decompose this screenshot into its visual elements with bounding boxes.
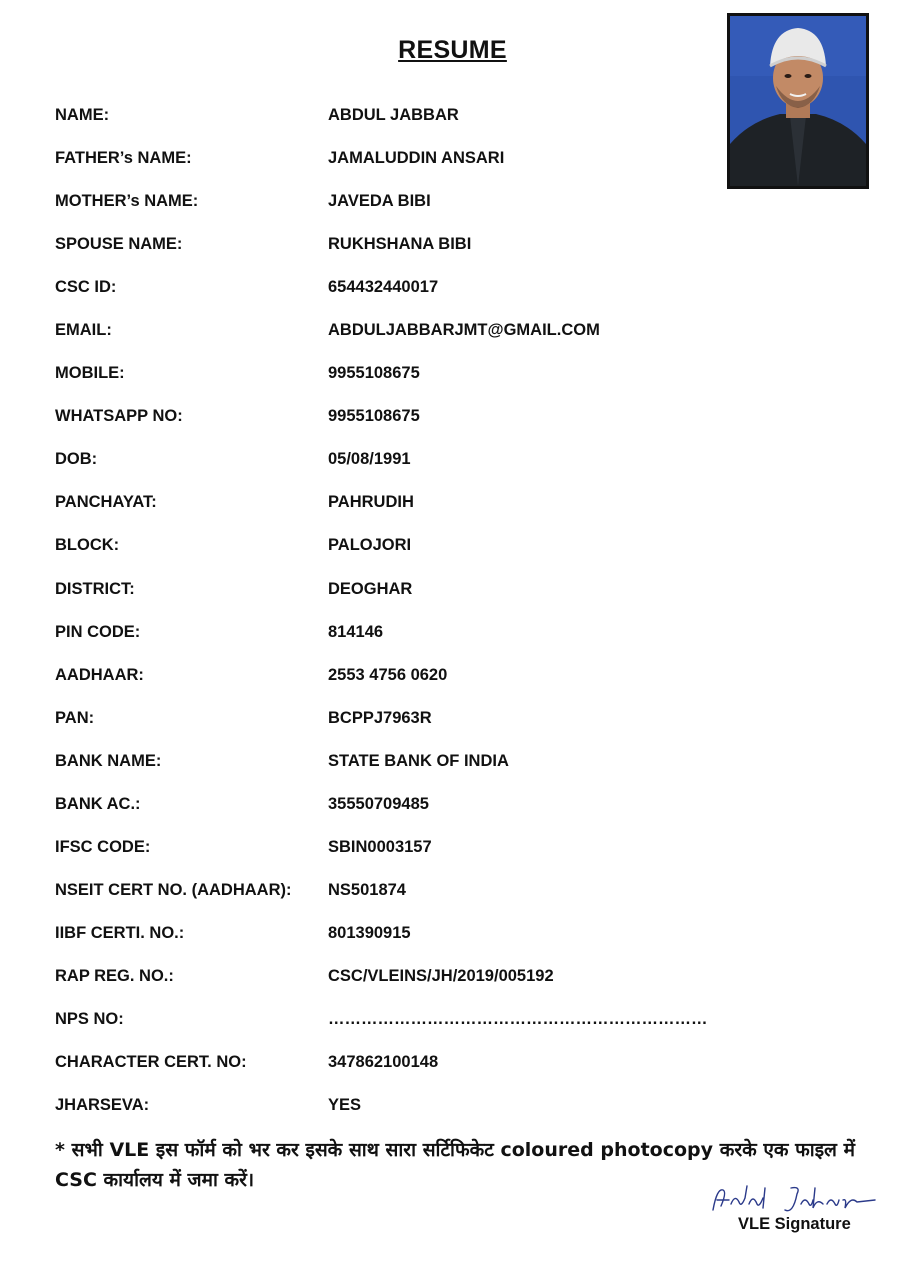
field-value: …………………………………………………………… [328,1009,708,1028]
field-value: PAHRUDIH [328,493,414,512]
field-label: IIBF CERTI. NO.: [55,923,185,942]
field-value: 801390915 [328,923,411,942]
field-label: PAN: [55,708,95,727]
field-row [55,278,855,321]
handwritten-signature [705,1180,880,1220]
field-value: BCPPJ7963R [328,708,432,727]
field-label: NSEIT CERT NO. (AADHAAR): [55,880,292,899]
field-label: MOTHER’s NAME: [55,192,199,211]
field-row [55,709,855,752]
field-label: WHATSAPP NO: [55,407,183,426]
field-value: 2553 4756 0620 [328,665,448,684]
field-value: 9955108675 [328,407,420,426]
field-label: JHARSEVA: [55,1096,150,1115]
field-value: 347862100148 [328,1053,439,1072]
field-value: 814146 [328,622,384,641]
field-row [55,1053,855,1096]
field-row [55,235,855,278]
field-value: 654432440017 [328,278,439,297]
field-row [55,752,855,795]
details-list [55,106,855,1139]
field-value: SBIN0003157 [328,837,432,856]
field-row [55,838,855,881]
field-label: MOBILE: [55,364,125,383]
field-row [55,924,855,967]
field-row [55,1010,855,1053]
field-value: ABDULJABBARJMT@GMAIL.COM [328,321,600,340]
field-label: FATHER’s NAME: [55,149,192,168]
field-label: DOB: [55,450,98,469]
field-label: CHARACTER CERT. NO: [55,1053,247,1072]
field-label: CSC ID: [55,278,117,297]
field-label: EMAIL: [55,321,112,340]
field-row [55,580,855,623]
field-row [55,192,855,235]
field-row [55,1096,855,1139]
field-value: CSC/VLEINS/JH/2019/005192 [328,966,554,985]
field-value: 9955108675 [328,364,420,383]
field-row [55,536,855,579]
page-title: RESUME [398,36,507,64]
field-row [55,795,855,838]
field-value: JAMALUDDIN ANSARI [328,149,505,168]
field-label: PIN CODE: [55,622,141,641]
field-label: NAME: [55,106,110,124]
field-value: STATE BANK OF INDIA [328,751,509,770]
field-label: BANK AC.: [55,794,141,813]
instruction-note: * सभी VLE इस फॉर्म को भर कर इसके साथ सारा सर्टिफिकेट coloured photocopy करके एक फाइल में CSC कार्यालय में जमा करें। [55,1139,855,1191]
field-label: SPOUSE NAME: [55,235,183,254]
field-row [55,623,855,666]
signature-label: VLE Signature [738,1215,851,1233]
field-value: NS501874 [328,880,406,899]
field-label: BLOCK: [55,536,120,555]
field-value: ABDUL JABBAR [328,106,459,124]
field-row [55,967,855,1010]
field-row [55,407,855,450]
field-row [55,106,855,149]
field-value: 05/08/1991 [328,450,411,469]
field-label: IFSC CODE: [55,837,151,856]
field-row [55,149,855,192]
field-row [55,666,855,709]
field-value: RUKHSHANA BIBI [328,235,472,254]
field-label: PANCHAYAT: [55,493,157,512]
field-value: JAVEDA BIBI [328,192,431,211]
field-value: DEOGHAR [328,579,413,598]
field-value: 35550709485 [328,794,429,813]
field-label: AADHAAR: [55,665,144,684]
field-row [55,364,855,407]
field-label: BANK NAME: [55,751,162,770]
field-row [55,493,855,536]
field-label: RAP REG. NO.: [55,966,174,985]
field-row [55,450,855,493]
field-row [55,881,855,924]
field-value: PALOJORI [328,536,412,555]
field-label: DISTRICT: [55,579,135,598]
field-label: NPS NO: [55,1009,124,1028]
field-row [55,321,855,364]
field-value: YES [328,1096,362,1115]
